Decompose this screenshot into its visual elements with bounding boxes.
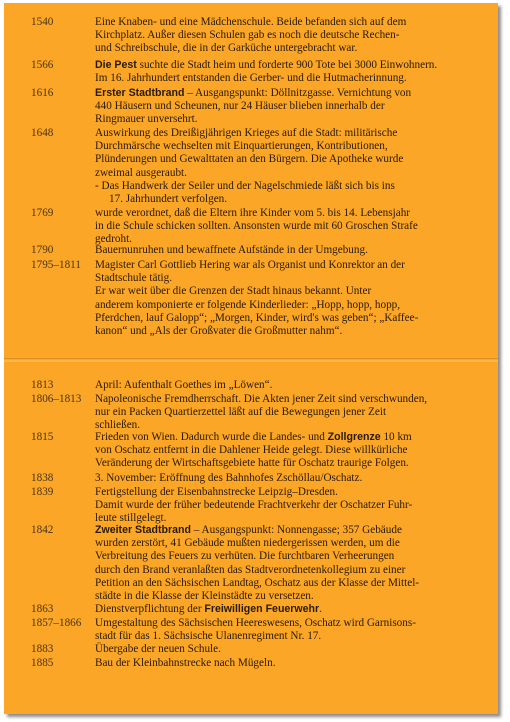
entry-line-text: zweimal ausgeraubt. <box>95 166 187 179</box>
entry-line-text: 440 Häusern und Scheunen, nur 24 Häuser blieben innerhalb der <box>95 100 385 113</box>
entry-text <box>95 643 493 656</box>
entry-line-text: in die Schule schicken sollten. Ansonsten wurde mit 60 Groschen Strafe <box>95 220 418 233</box>
entry-line-text: Petition an den Sächsischen Landtag, Oschatz aus der Klasse der Mittel- <box>95 576 420 589</box>
entry-text-line <box>95 603 493 616</box>
entry-text-line <box>95 393 493 406</box>
entry-year: 1540 <box>31 16 54 28</box>
entry-text-line <box>95 486 493 499</box>
entry-line-text: Er war weit über die Grenzen der Stadt hinaus bekannt. Unter <box>95 285 372 298</box>
page-fold-line <box>4 358 498 359</box>
entry-text-line <box>95 272 493 285</box>
entry-line-text: 10 km <box>380 431 412 443</box>
entry-line-text: . <box>319 603 322 615</box>
entry-line-text: – Ausgangspunkt: Nonnengasse; 357 Gebäude <box>190 524 402 536</box>
entry-text-line <box>95 87 493 100</box>
entry-text-line <box>95 472 493 485</box>
entry-year: 1857–1866 <box>31 617 82 629</box>
entry-text-line <box>95 564 493 577</box>
entry-text-line <box>95 42 493 55</box>
entry-line-text: Ringmauer unversehrt. <box>95 113 198 126</box>
entry-line-text: wurde verordnet, daß die Eltern ihre Kinder vom 5. bis 14. Lebensjahr <box>95 207 411 219</box>
entry-text-line <box>95 537 493 550</box>
entry-line-text: leute stillgelegt. <box>95 512 167 525</box>
entry-text-line <box>95 113 493 126</box>
entry-text-line <box>95 577 493 590</box>
entry-year: 1806–1813 <box>31 393 82 405</box>
entry-line-text: Magister Carl Gottlieb Hering war als Organist und Konrektor an der <box>95 259 405 271</box>
entry-highlight: Die Pest <box>95 59 137 71</box>
entry-highlight: Zweiter Stadtbrand <box>95 524 191 536</box>
entry-text-line <box>95 325 493 338</box>
entry-highlight: Zollgrenze <box>327 431 381 443</box>
entry-line-text: von Oschatz entfernt in die Dahlener Heide gelegt. Diese willkürliche <box>95 444 408 457</box>
entry-text-line <box>95 444 493 457</box>
entry-text-line <box>95 499 493 512</box>
entry-line-text: städte in die Klasse der Kleinstädte zu versetzen. <box>95 590 314 603</box>
entry-text <box>95 617 493 643</box>
entry-text-line <box>95 643 493 656</box>
entry-text <box>95 431 493 471</box>
entry-text-line <box>95 406 493 419</box>
entry-year: 1795–1811 <box>31 259 81 271</box>
entry-text-line <box>95 431 493 444</box>
entry-line-text: Fertigstellung der Eisenbahnstrecke Leipzig–Dresden. <box>95 486 338 498</box>
entry-line-text: Kirchplatz. Außer diesen Schulen gab es noch die deutsche Rechen- <box>95 29 400 42</box>
entry-year: 1566 <box>31 59 54 71</box>
entry-highlight: Freiwilligen Feuerwehr <box>204 603 320 615</box>
entry-text-line <box>95 220 493 233</box>
entry-year: 1813 <box>31 379 54 391</box>
entry-text-line <box>95 524 493 537</box>
entry-text-line <box>95 590 493 603</box>
entry-line-text: April: Aufenthalt Goethes im „Löwen“. <box>95 379 273 391</box>
entry-year: 1883 <box>31 643 54 655</box>
entry-text-line <box>95 457 493 470</box>
entry-line-text: Umgestaltung des Sächsischen Heereswesens, Oschatz wird Garnisons- <box>95 617 416 629</box>
chronicle-page <box>4 3 498 714</box>
entry-line-text: Plünderungen und Gewalttaten an den Bürgern. Die Apotheke wurde <box>95 153 404 166</box>
entry-text-line <box>95 16 493 29</box>
entry-text <box>95 657 493 670</box>
page-fold-highlight <box>4 360 498 362</box>
entry-line-text: suchte die Stadt heim und forderte 900 Tote bei 3000 Einwohnern. <box>136 59 438 71</box>
entry-text-line <box>95 193 493 206</box>
entry-text-line <box>95 259 493 272</box>
entry-text-line <box>95 379 493 392</box>
entry-line-text: stadt für das 1. Sächsische Ulanenregiment Nr. 17. <box>95 630 322 643</box>
entry-text-line <box>95 167 493 180</box>
entry-text-line <box>95 72 493 85</box>
entry-line-text: Übergabe der neuen Schule. <box>95 643 221 655</box>
entry-text-line <box>95 153 493 166</box>
entry-text <box>95 127 493 206</box>
entry-text-line <box>95 285 493 298</box>
entry-year: 1769 <box>31 207 54 219</box>
entry-line-text: Eine Knaben- und eine Mädchenschule. Beide befanden sich auf dem <box>95 16 407 28</box>
entry-text-line <box>95 630 493 643</box>
entry-text <box>95 87 493 127</box>
entry-line-text: durch den Brand veranlaßten das Stadtverordnetenkollegium zu einer <box>95 563 406 576</box>
entry-text <box>95 16 493 56</box>
entry-year: 1842 <box>31 524 54 536</box>
entry-line-text: Durchmärsche wechselten mit Einquartierungen, Kontributionen, <box>95 140 388 153</box>
entry-line-text: Bau der Kleinbahnstrecke nach Mügeln. <box>95 657 276 669</box>
entry-text-line <box>95 59 493 72</box>
entry-year: 1838 <box>31 472 54 484</box>
entry-text-line <box>95 207 493 220</box>
entry-text-line <box>95 312 493 325</box>
entry-text <box>95 603 493 616</box>
entry-text-line <box>95 550 493 563</box>
entry-text <box>95 379 493 392</box>
entry-line-text: Verbreitung des Feuers zu verhüten. Die furchtbaren Verheerungen <box>95 550 395 563</box>
entry-line-text: Bauernunruhen und bewaffnete Aufstände in der Umgebung. <box>95 244 368 256</box>
entry-year: 1885 <box>31 657 54 669</box>
entry-line-text: anderem komponierte er folgende Kinderlieder: „Hopp, hopp, hopp, <box>95 298 401 311</box>
entry-line-text: und Schreibschule, die in der Garküche untergebracht war. <box>95 42 358 55</box>
entry-line-text: Damit wurde der früher bedeutende Frachtverkehr der Oschatzer Fuhr- <box>95 499 413 512</box>
entry-line-text: Auswirkung des Dreißigjährigen Krieges auf die Stadt: militärische <box>95 127 398 139</box>
entry-year: 1790 <box>31 244 54 256</box>
entry-year: 1815 <box>31 431 54 443</box>
entry-line-text: kanon“ und „Als der Großvater die Großmutter nahm“. <box>95 325 343 338</box>
entry-line-text: Napoleonische Fremdherrschaft. Die Akten jener Zeit sind verschwunden, <box>95 393 428 405</box>
entry-line-text: 17. Jahrhundert verfolgen. <box>109 193 228 206</box>
entry-line-text: schließen. <box>95 419 141 432</box>
entry-line-text: Pferdchen, lauf Galopp“; „Morgen, Kinder, wird's was geben“; „Kaffee- <box>95 311 419 324</box>
entry-year: 1839 <box>31 486 54 498</box>
entry-text <box>95 524 493 603</box>
entry-text-line <box>95 617 493 630</box>
entry-line-text: Frieden von Wien. Dadurch wurde die Landes- und <box>95 431 328 443</box>
entry-text-line <box>95 100 493 113</box>
entry-text-line <box>95 657 493 670</box>
entry-text <box>95 59 493 85</box>
entry-line-text: 3. November: Eröffnung des Bahnhofes Zschöllau/Oschatz. <box>95 472 363 484</box>
entry-line-text: Stadtschule tätig. <box>95 272 173 285</box>
entry-text <box>95 244 493 257</box>
entry-text <box>95 259 493 338</box>
entry-text-line <box>95 127 493 140</box>
entry-text-line <box>95 140 493 153</box>
entry-text <box>95 393 493 433</box>
entry-text <box>95 472 493 485</box>
entry-year: 1616 <box>31 87 54 99</box>
entry-year: 1863 <box>31 603 54 615</box>
entry-line-text: wurden zerstört, 41 Gebäude mußten niedergerissen werden, um die <box>95 537 400 550</box>
entry-line-text: Veränderung der Wirtschaftsgebiete hatte für Oschatz traurige Folgen. <box>95 457 409 470</box>
entry-text-line <box>95 244 493 257</box>
entry-year: 1648 <box>31 127 54 139</box>
entry-text <box>95 486 493 526</box>
entry-text-line <box>95 29 493 42</box>
entry-line-text: gedroht. <box>95 233 132 246</box>
entry-line-text: - Das Handwerk der Seiler und der Nagelschmiede läßt sich bis ins <box>95 179 395 192</box>
entry-line-text: nur ein Packen Quartierzettel läßt auf die Bewegungen jener Zeit <box>95 406 387 419</box>
entry-line-text: – Ausgangspunkt: Döllnitzgasse. Vernichtung von <box>184 87 412 99</box>
entry-text-line <box>95 180 493 193</box>
entry-text <box>95 207 493 247</box>
entry-highlight: Erster Stadtbrand <box>95 87 185 99</box>
entry-line-text: Im 16. Jahrhundert entstanden die Gerber- und die Hutmacherinnung. <box>95 72 407 85</box>
entry-text-line <box>95 299 493 312</box>
entry-line-text: Dienstverpflichtung der <box>95 603 205 615</box>
